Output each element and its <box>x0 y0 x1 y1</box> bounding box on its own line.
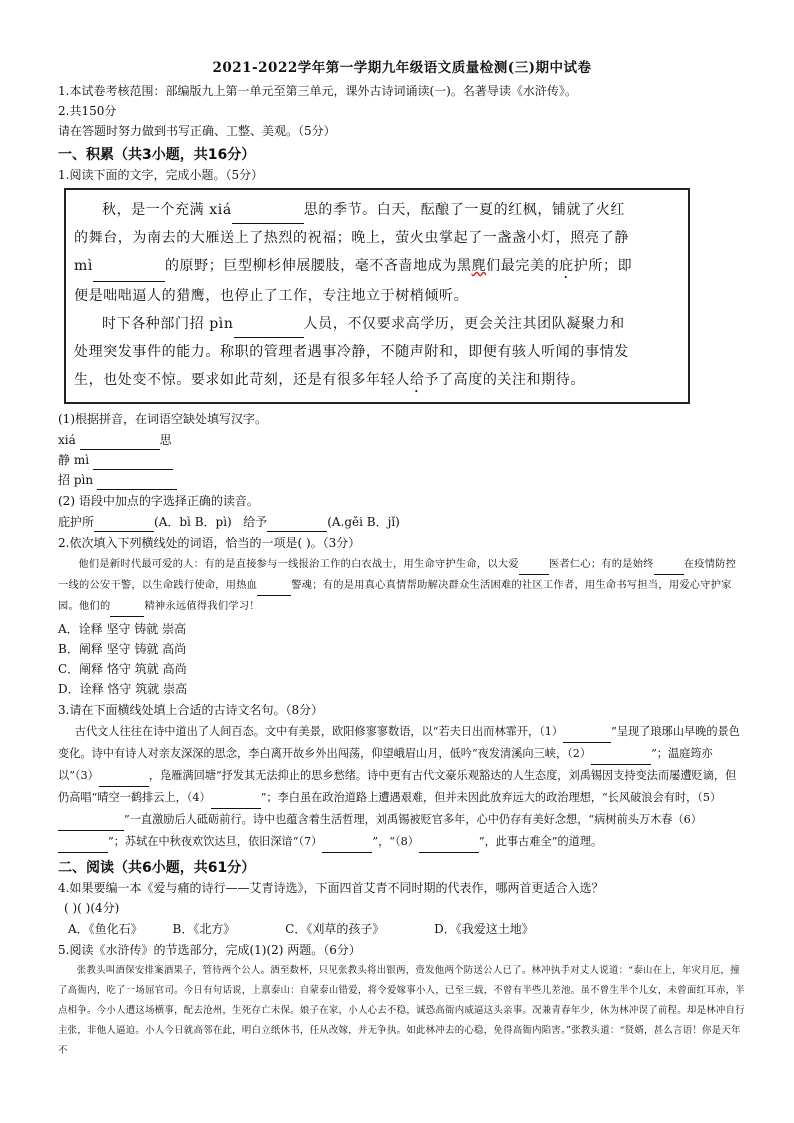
answer-blank-mi[interactable] <box>93 451 173 470</box>
reading-text-box: 秋，是一个充满 xiá 思的季节。白天，酝酿了一夏的红枫，铺就了火红 的舞台，为南去的大雁送上了热烈的祝福；晚上，萤火虫掌起了一盏盏小灯，照亮了静 mì 的原野；巨型柳杉伸展腰肢，毫不吝啬地成为黑麂们最完美的庇护所；即 便是咄咄逼人的猎鹰，也停止了工作，专注地立于树梢倾听。 时下各种部门招 pìn 人员，不仅要求高学历，更会关注其团队凝聚力和 处理突发事件的能力。称职的管理者遇事冷静，不随声附和，即便有骇人听闻的事情发 生，也处变不惊。要求如此苛刻，还是有很多年轻人给予了高度的关注和期待。 <box>64 188 690 404</box>
question-4-title: 4.如果要编一本《爱与痛的诗行——艾青诗选》，下面四首艾青不同时期的代表作，哪两首更适合入选？ <box>58 881 604 895</box>
q2-blank-3[interactable] <box>257 581 291 596</box>
q3-blank-4[interactable] <box>211 794 261 809</box>
q2-option-d[interactable]: D．诠释 恪守 筑就 崇高 <box>58 682 188 696</box>
q4-answer-slots[interactable]: ( )( )(4分) <box>64 901 120 915</box>
blank-pin[interactable] <box>234 319 304 338</box>
pronunciation-row: 庇护所 (A．bì B．pì) 给予 (A.gěi B．jǐ) <box>58 512 746 532</box>
exam-page <box>58 56 746 1063</box>
q2-blank-2[interactable] <box>654 560 684 575</box>
q2-blank-1[interactable] <box>519 560 549 575</box>
q2-option-b[interactable]: B．阐释 坚守 铸就 高尚 <box>58 642 187 656</box>
pinyin-row-1: xiá 思 <box>58 430 746 450</box>
q2-option-c[interactable]: C．阐释 恪守 筑就 高尚 <box>58 662 187 676</box>
answer-blank-xia[interactable] <box>80 431 160 450</box>
question-3-title: 3.请在下面横线处填上合适的古诗文名句。（8分） <box>58 703 324 717</box>
q3-blank-8[interactable] <box>419 838 479 853</box>
q3-blank-6[interactable] <box>58 838 108 853</box>
section-reading-heading: 二、阅读（共6小题，共61分） <box>58 860 256 876</box>
blank-xia[interactable] <box>232 205 304 224</box>
q3-blank-3[interactable] <box>99 772 149 787</box>
q4-options <box>58 919 746 939</box>
note-score: 2.共150分 <box>58 104 117 118</box>
exam-title: 2021-2022学年第一学期九年级语文质量检测(三)期中试卷 <box>212 60 592 76</box>
q4-option-a[interactable]: A．《鱼化石》 <box>68 922 143 936</box>
q2-passage: 他们是新时代最可爱的人：有的是直接参与一线报治工作的白衣战士，用生命守护生命，以大爱 医者仁心；有的是始终 在疫情防控一线的公安干警，以生命践行使命，用热血 警魂；有的是用真心真情帮助解决群众生活困难的社区工作者，用生命书写担当，用爱心守护家园。他们的 精神永远值得我们学习！ <box>58 554 746 617</box>
q2-blank-4[interactable] <box>110 602 144 617</box>
q4-option-b[interactable]: B．《北方》 <box>172 922 236 936</box>
box-paragraph-1: 秋，是一个充满 xiá 思的季节。白天，酝酿了一夏的红枫，铺就了火红 <box>74 196 680 224</box>
q4-option-d[interactable]: D．《我爱这土地》 <box>434 922 534 936</box>
question-5-title: 5.阅读《水浒传》的节选部分，完成(1)(2) 两题。（6分） <box>58 943 361 957</box>
section-accumulation-heading: 一、积累（共3小题，共16分） <box>58 147 256 163</box>
q4-option-c[interactable]: C．《刈草的孩子》 <box>285 922 385 936</box>
answer-blank-gei[interactable] <box>267 513 327 532</box>
question-1-title: 1.阅读下面的文字，完成小题。（5分） <box>58 168 264 182</box>
dotted-char-bi: 庇 <box>559 258 574 274</box>
answer-blank-pin[interactable] <box>97 471 177 490</box>
note-scope: 1.本试卷考核范围：部编版九上第一单元至第三单元，课外古诗词诵读(一)。名著导读《水浒传》。 <box>58 84 577 98</box>
pinyin-row-2: 静 mì <box>58 450 746 470</box>
dotted-char-gei: 给 <box>409 372 425 388</box>
answer-blank-bi[interactable] <box>94 513 154 532</box>
blank-mi[interactable] <box>93 263 165 282</box>
q5-passage: 张教头叫酒保安排案酒果子，管待两个公人。酒至数杯，只见张教头将出银两，赍发他两个防送公人已了。林冲执手对丈人说道：“泰山在上，年灾月厄，撞了高衙内，吃了一场屈官司。今日有句话说，上禀泰山：自蒙泰山错爱，将令爱嫁事小人，已至三载，不曾有半些儿差池。虽不曾生半个儿女，未曾面红耳赤，半点相争。今小人遭这场横事，配去沧州，生死存亡未保。娘子在家，小人心去不稳，诚恐高衙内威逼这头亲事。况兼青春年少，休为林冲误了前程。却是林冲自行主张，非他人逼迫。小人今日就高邻在此，明白立纸休书，任从改嫁，并无争执。如此林冲去的心稳，免得高衙内陷害。”张教头道：“贤婿，甚么言语！你是天年不 <box>58 965 745 1056</box>
q2-option-a[interactable]: A．诠释 坚守 铸就 崇高 <box>58 622 187 636</box>
wavy-underlined-char: 麂 <box>471 258 487 274</box>
box-paragraph-2: 时下各种部门招 pìn 人员，不仅要求高学历，更会关注其团队凝聚力和 <box>74 310 680 338</box>
q3-blank-7[interactable] <box>322 838 372 853</box>
q3-text: 古代文人往往在诗中道出了人间百态。文中有美景，欧阳修寥寥数语，以“若夫日出而林霏开，（1） ”呈现了琅琊山早晚的景色变化。诗中有诗人对亲友深深的思念，李白离开故乡外出闯荡，仰望峨眉山月，低吟“夜发清溪向三峡，（2） ”；温庭筠亦以”（3） ，凫雁满回塘”抒发其无法抑止的思乡愁绪。诗中更有古代文豪乐观豁达的人生态度，刘禹锡因支持变法而屡遭贬谪，但仍高唱“晴空一鹤排云上，（4） ”；李白虽在政治道路上遭遇艰难，但并未因此放弃远大的政治理想，“长风破浪会有时，（5）”一直激励后人砥砺前行。诗中也蕴含着生活哲理，刘禹锡被贬官多年，心中仍存有美好念想，“病树前头万木春（6）”；苏轼在中秋夜欢饮达旦，依旧深谙“（7） ”，“（8） ”，此事古难全”的道理。 <box>58 721 746 853</box>
q3-blank-5[interactable] <box>58 816 124 831</box>
q3-blank-1[interactable] <box>563 728 611 743</box>
q1-sub1-title: (1)根据拼音，在词语空缺处填写汉字。 <box>58 412 267 426</box>
q3-blank-2[interactable] <box>591 750 651 765</box>
pinyin-row-3: 招 pìn <box>58 470 746 490</box>
note-handwriting: 请在答题时努力做到书写正确、工整、美观。（5分） <box>58 124 336 138</box>
q1-sub2-title: (2) 语段中加点的字选择正确的读音。 <box>58 494 259 508</box>
question-2-title: 2.依次填入下列横线处的词语，恰当的一项是( )。（3分） <box>58 536 361 550</box>
